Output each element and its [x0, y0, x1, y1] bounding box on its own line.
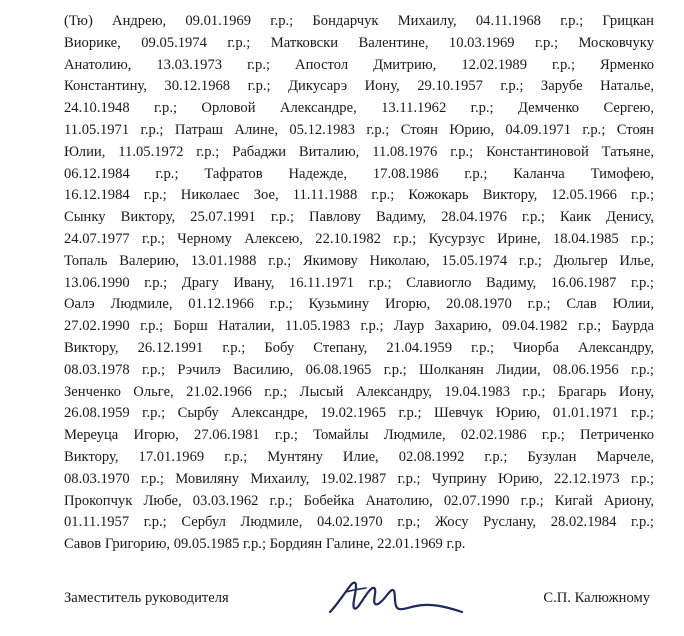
text-line: Виктору, 17.01.1969 г.р.; Мунтяну Илие, 02.08.1992 г.р.; Бузулан Марчеле, — [64, 448, 654, 465]
signature-stroke — [330, 583, 462, 612]
text-line: Оалэ Людмиле, 01.12.1966 г.р.; Кузьмину Игорю, 20.08.1970 г.р.; Слав Юлии, — [64, 296, 654, 313]
text-line: 08.03.1970 г.р.; Мовиляну Михаилу, 19.02.1987 г.р.; Чуприну Юрию, 22.12.1973 г.р.; — [64, 470, 654, 487]
text-line: Топаль Валерию, 13.01.1988 г.р.; Якимову Николаю, 15.05.1974 г.р.; Дюльгер Илье, — [64, 252, 654, 269]
text-line: Сынку Виктору, 25.07.1991 г.р.; Павлову Вадиму, 28.04.1976 г.р.; Каик Денису, — [64, 209, 654, 226]
text-line: 16.12.1984 г.р.; Николаес Зое, 11.11.1988 г.р.; Кожокарь Виктору, 12.05.1966 г.р.; — [64, 187, 654, 204]
text-line: 24.07.1977 г.р.; Черному Алексею, 22.10.1982 г.р.; Кусурзус Ирине, 18.04.1985 г.р.; — [64, 230, 654, 247]
text-line: Виорике, 09.05.1974 г.р.; Матковски Валентине, 10.03.1969 г.р.; Московчуку — [64, 34, 654, 51]
text-line: Зенченко Ольге, 21.02.1966 г.р.; Лысый Александру, 19.04.1983 г.р.; Брагарь Иону, — [64, 383, 654, 400]
text-line: 11.05.1971 г.р.; Патраш Алине, 05.12.1983 г.р.; Стоян Юрию, 04.09.1971 г.р.; Стоян — [64, 121, 654, 138]
text-line: 01.11.1957 г.р.; Сербул Людмиле, 04.02.1970 г.р.; Жосу Руслану, 28.02.1984 г.р.; — [64, 514, 654, 531]
text-line: Мереуца Игорю, 27.06.1981 г.р.; Томайлы Людмиле, 02.02.1986 г.р.; Петриченко — [64, 427, 654, 444]
text-line: Константину, 30.12.1968 г.р.; Дикусарэ Иону, 29.10.1957 г.р.; Зарубе Натальe, — [64, 78, 654, 95]
handwritten-signature-icon — [326, 572, 466, 620]
text-line: 24.10.1948 г.р.; Орловой Александре, 13.11.1962 г.р.; Демченко Сергею, — [64, 100, 654, 117]
text-line: Виктору, 26.12.1991 г.р.; Бобу Степану, 21.04.1959 г.р.; Чиорба Александру, — [64, 339, 654, 356]
text-line: (Тю) Андрею, 09.01.1969 г.р.; Бондарчук Михаилу, 04.11.1968 г.р.; Грицкан — [64, 13, 654, 29]
text-line: Юлии, 11.05.1972 г.р.; Рабаджи Виталию, 11.08.1976 г.р.; Константиновой Татьяне, — [64, 143, 654, 160]
text-line: Прокопчук Любе, 03.03.1962 г.р.; Бобейка Анатолию, 02.07.1990 г.р.; Кигай Ариону, — [64, 492, 654, 509]
signatory-name: С.П. Калюжному — [543, 590, 650, 606]
text-line: 08.03.1978 г.р.; Рэчилэ Василию, 06.08.1965 г.р.; Шолканян Лидии, 08.06.1956 г.р.; — [64, 361, 654, 378]
text-line: 26.08.1959 г.р.; Сырбу Александре, 19.02.1965 г.р.; Шевчук Юрию, 01.01.1971 г.р.; — [64, 405, 654, 422]
text-line: 13.06.1990 г.р.; Драгу Ивану, 16.11.1971 г.р.; Славиогло Вадиму, 16.06.1987 г.р.; — [64, 274, 654, 291]
text-line: 06.12.1984 г.р.; Тафратов Надежде, 17.08.1986 г.р.; Каланча Тимофею, — [64, 165, 654, 182]
text-line: Савов Григорию, 09.05.1985 г.р.; Бордиян Галине, 22.01.1969 г.р. — [64, 536, 466, 553]
recipient-list-paragraph — [64, 11, 654, 556]
text-line: Анатолию, 13.03.1973 г.р.; Апостол Дмитрию, 12.02.1989 г.р.; Ярменко — [64, 56, 654, 73]
text-line: 27.02.1990 г.р.; Борш Наталии, 11.05.1983 г.р.; Лаур Захарию, 09.04.1982 г.р.; Баурда — [64, 318, 654, 335]
signatory-position: Заместитель руководителя — [64, 590, 229, 606]
